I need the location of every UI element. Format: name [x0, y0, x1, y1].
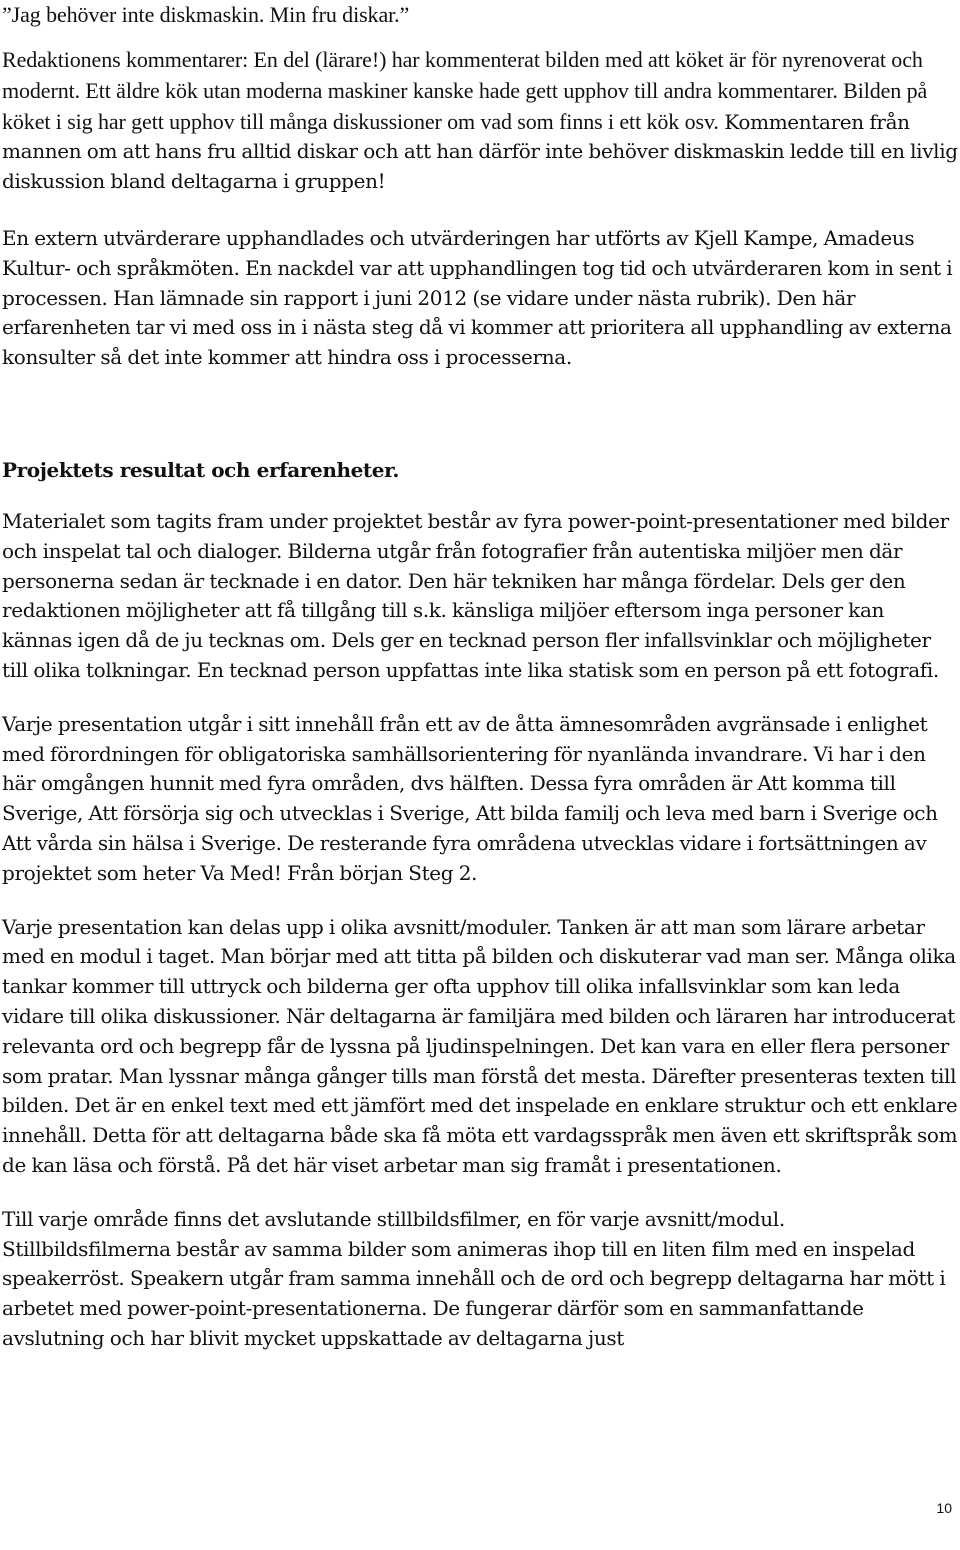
editorial-comment-continued-text: Kommentaren från mannen om att hans fru alltid diskar och att han därför inte behöver diskmaskin ledde till en livlig diskussion bland deltagarna i gruppen! [2, 109, 958, 194]
still-films-paragraph: Till varje område finns det avslutande stillbildsfilmer, en för varje avsnitt/modul. Stillbildsfilmerna består av samma bilder som animeras ihop till en liten film med en inspelad speakerröst. Speakern utgår fram samma innehåll och de ord och begrepp deltagarna har mött i arbetet med power-point-presentationerna. De fungerar därför som en sammanfattande avslutning och har blivit mycket uppskattade av deltagarna just [2, 1206, 946, 1350]
editorial-comment-paragraph [2, 45, 958, 197]
section-heading: Projektets resultat och erfarenheter. [2, 457, 399, 482]
page-number: 10 [936, 1500, 952, 1516]
modules-paragraph: Varje presentation kan delas upp i olika avsnitt/moduler. Tanken är att man som lärare arbetar med en modul i taget. Man börjar med att titta på bilden och diskuterar vad man ser. Många olika tankar kommer till uttryck och bilderna ger ofta upphov till olika infallsvinklar som kan leda vidare till olika diskussioner. När deltagarna är familjära med bilden och läraren har introducerat relevanta ord och begrepp får de lyssna på ljudinspelningen. Det kan vara en eller flera personer som pratar. Man lyssnar många gånger tills man förstå det mesta. Därefter presenteras texten till bilden. Det är en enkel text med ett jämfört med det inspelade en enklare struktur och ett enklare innehåll. Detta för att deltagarna både ska få möta ett vardagsspråk men även ett skriftspråk som de kan läsa och förstå. På det här viset arbetar man sig framåt i presentationen. [2, 914, 958, 1177]
quote-line: ”Jag behöver inte diskmaskin. Min fru diskar.” [2, 2, 410, 27]
materials-paragraph: Materialet som tagits fram under projektet består av fyra power-point-presentationer med bilder och inspelat tal och dialoger. Bilderna utgår från fotografier från autentiska miljöer men där personerna sedan är tecknade i en dator. Den här tekniken har många fördelar. Dels ger den redaktionen möjligheter att få tillgång till s.k. känsliga miljöer eftersom inga personer kan kännas igen då de ju tecknas om. Dels ger en tecknad person fler infallsvinklar och möjligheter till olika tolkningar. En tecknad person uppfattas inte lika statisk som en person på ett fotografi. [2, 508, 949, 682]
subject-areas-paragraph: Varje presentation utgår i sitt innehåll från ett av de åtta ämnesområden avgränsade i enlighet med förordningen för obligatoriska samhällsorientering för nyanlända invandrare. Vi har i den här omgången hunnit med fyra områden, dvs hälften. Dessa fyra områden är Att komma till Sverige, Att försörja sig och utvecklas i Sverige, Att bilda familj och leva med barn i Sverige och Att vårda sin hälsa i Sverige. De resterande fyra områdena utvecklas vidare i fortsättningen av projektet som heter Va Med! Från början Steg 2. [2, 711, 938, 885]
editorial-comment-serif-text: Redaktionens kommentarer: En del (lärare!) har kommenterat bilden med att köket är för nyrenoverat och modernt. Ett äldre kök utan moderna maskiner kanske hade gett upphov till andra kommentarer. Bilden på köket i sig har gett upphov till många diskussioner om vad som finns i ett kök osv. [2, 47, 928, 134]
evaluation-paragraph: En extern utvärderare upphandlades och utvärderingen har utförts av Kjell Kampe, Amadeus Kultur- och språkmöten. En nackdel var att upphandlingen tog tid och utvärderaren kom in sent i processen. Han lämnade sin rapport i juni 2012 (se vidare under nästa rubrik). Den här erfarenheten tar vi med oss in i nästa steg då vi kommer att prioritera all upphandling av externa konsulter så det inte kommer att hindra oss i processerna. [2, 225, 953, 370]
